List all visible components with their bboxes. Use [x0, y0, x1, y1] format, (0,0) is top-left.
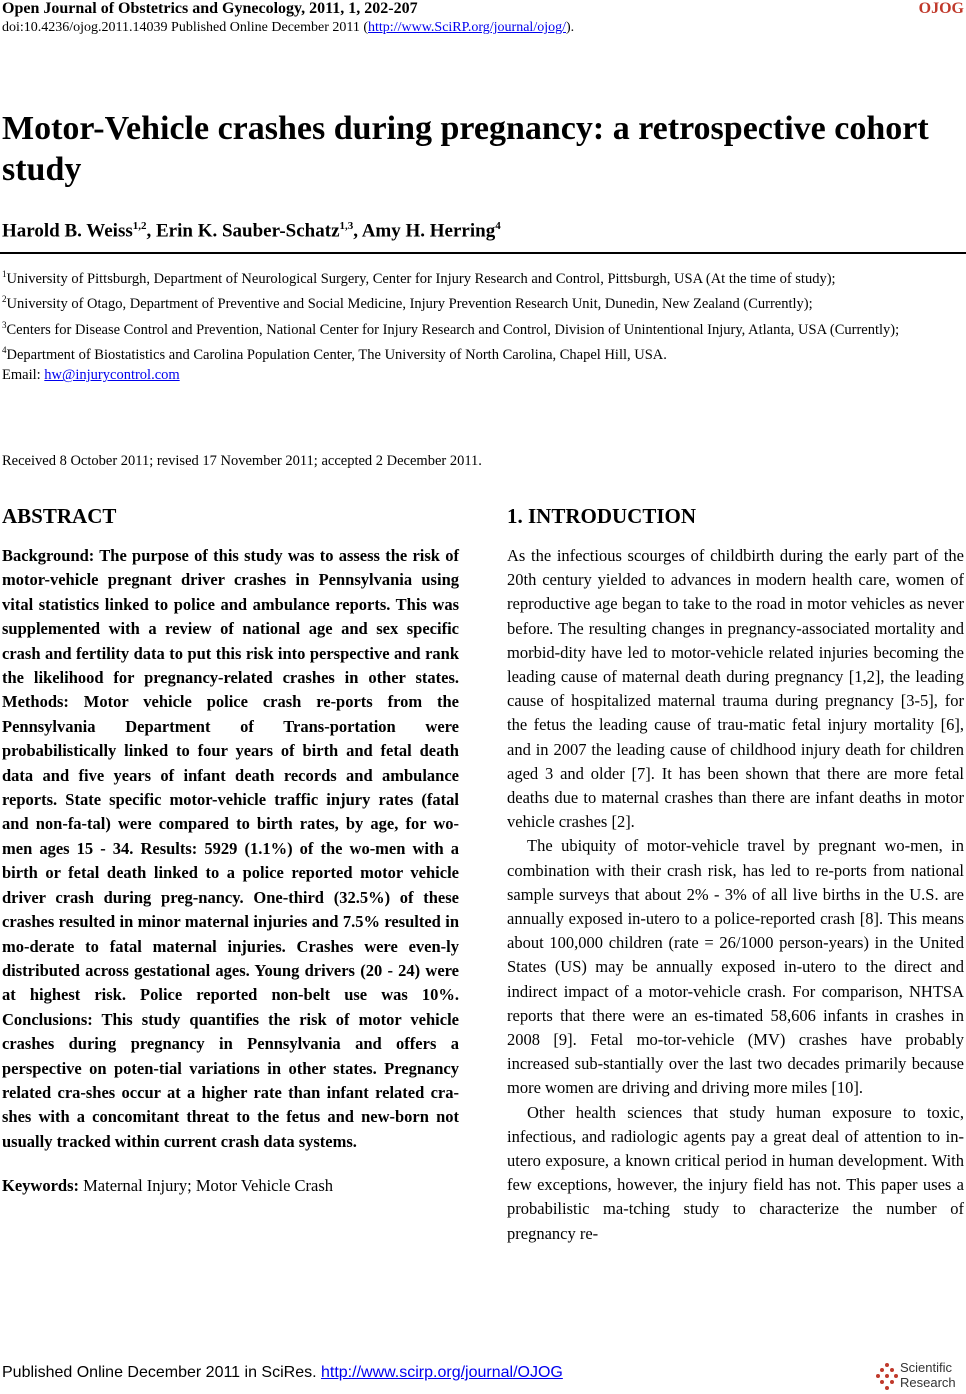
journal-link[interactable]: http://www.SciRP.org/journal/ojog/	[368, 20, 566, 35]
paper-title: Motor-Vehicle crashes during pregnancy: a retrospective cohort study	[2, 110, 929, 188]
affil-text: Centers for Disease Control and Prevention, National Center for Injury Research and Control, Division of Unintentional Injury, Atlanta, USA (Currently);	[6, 321, 900, 338]
email-link[interactable]: hw@injurycontrol.com	[44, 367, 180, 384]
author-separator: ,	[353, 220, 362, 242]
affil-sup: 4	[2, 344, 7, 355]
doi-line	[2, 20, 574, 36]
email-label: Email:	[2, 367, 45, 384]
footer-link[interactable]: http://www.scirp.org/journal/OJOG	[320, 1364, 563, 1381]
author-list	[2, 220, 501, 242]
author-name: Amy H. Herring	[361, 220, 496, 242]
logo-dots-icon	[876, 1362, 898, 1392]
publisher-logo	[876, 1360, 962, 1394]
affil-sup: 1	[2, 269, 7, 279]
author-separator: ,	[146, 220, 156, 242]
affil-text: University of Pittsburgh, Department of Neurological Surgery, Center for Injury Research and Control, Pittsburgh, USA (At the time of study);	[6, 270, 836, 287]
affil-text: University of Otago, Department of Preventive and Social Medicine, Injury Prevention Research Unit, Dunedin, New Zealand (Currently);	[6, 296, 813, 313]
author-affil-sup: 1,2	[132, 220, 147, 232]
abstract-text: Background: The purpose of this study was to assess the risk of motor-vehicle pregnant driver crashes in Pennsylvania using vital statistics linked to police and ambulance reports. This was supplemented with a review of national age and sex specific crash and fertility data to put this risk into perspective and rank the likelihood for pregnancy-related crashes in other states. Methods: Motor vehicle police crash re-ports from the Pennsylvania Department of Trans-portation were probabilistically linked to four years of birth and fetal death data and five years of infant death records and ambulance reports. State specific motor-vehicle traffic injury rates (fatal and non-fa-tal) were compared to birth rates, by age, for wo-men ages 15 - 34. Results: 5929 (1.1%) of the wo-men with a birth or fetal death linked to a police reported motor vehicle driver crash during preg-nancy. One-third (32.5%) of these crashes resulted in minor maternal injuries and 7.5% resulted in mo-derate to fatal maternal injuries. Crashes were even-ly distributed across gestational ages. Young drivers (20 - 24) were at highest risk. Police reported non-belt use was 10%. Conclusions: This study quantifies the risk of motor vehicle crashes during pregnancy in Pennsylvania and offers a perspective on poten-tial variations in other states. Pregnancy related cra-shes occur at a higher rate than infant related cra-shes with a concomitant threat to the fetus and new-born not usually tracked within current crash data systems.	[2, 546, 459, 1151]
affil-sup: 2	[2, 294, 7, 305]
affiliations	[2, 264, 964, 386]
intro-paragraph: The ubiquity of motor-vehicle travel by pregnant wo-men, in combination with their crash risk, has led to re-ports from national sample surveys that about 2% - 3% of all live births in the U.S. are annually exposed in-utero to a police-reported crash [8]. This means about 100,000 children (rate = 26/1000 person-years) in the United States (US) may be annually exposed in-utero to the direct and indirect impact of a motor-vehicle crash. For comparison, NHTSA reports that there were an es-timated 58,606 infants in crashes in 2008 [9]. Fetal mo-tor-vehicle (MV) crashes have probably increased sub-stantially over the last two decades primarily because more women are driving and driving more miles [10].	[507, 836, 964, 1098]
doi-suffix: ).	[566, 20, 575, 35]
keywords	[2, 1176, 459, 1196]
received-dates: Received 8 October 2011; revised 17 November 2011; accepted 2 December 2011.	[2, 453, 482, 469]
right-column	[507, 502, 964, 1246]
author-name: Harold B. Weiss	[2, 220, 133, 242]
intro-paragraph: Other health sciences that study human exposure to toxic, infectious, and radiologic agents pay a great deal of attention to in-utero exposure, a known critical period in human development. With few exceptions, however, the injury field has not. This paper uses a probabilistic ma-tching study to characterize the number of pregnancy re-	[507, 1102, 964, 1243]
doi-prefix: doi:10.4236/ojog.2011.14039 Published Online December 2011 (	[2, 20, 369, 35]
author-name: Erin K. Sauber-Schatz	[156, 220, 340, 242]
affiliation	[2, 264, 964, 289]
journal-abbrev: OJOG	[918, 0, 964, 17]
keywords-label: Keywords:	[2, 1176, 79, 1196]
journal-header: Open Journal of Obstetrics and Gynecology, 2011, 1, 202-207	[2, 0, 418, 17]
introduction-heading: 1. INTRODUCTION	[507, 504, 697, 528]
left-column	[2, 502, 459, 1196]
title-divider	[0, 252, 966, 254]
affiliation	[2, 289, 964, 314]
affiliation	[2, 340, 964, 365]
affiliation	[2, 315, 964, 340]
email-line	[2, 365, 964, 386]
abstract-heading: ABSTRACT	[2, 504, 117, 528]
affil-sup: 3	[2, 319, 7, 330]
logo-text	[900, 1360, 956, 1390]
logo-line2: Research	[900, 1375, 956, 1390]
intro-paragraph: As the infectious scourges of childbirth during the early part of the 20th century yielded to advances in modern health care, women of reproductive age began to take to the road in motor vehicles as never before. The resulting changes in pregnancy-associated mortality and morbid-dity have led to motor-vehicle related injuries becoming the leading cause of maternal death during pregnancy [1,2], the leading cause of hospitalized maternal trauma during pregnancy [3-5], for the fetus the leading cause of trau-matic fetal injury mortality [6], and in 2007 the leading cause of childhood injury death for children aged 3 and older [7]. It has been shown that there are more fetal deaths due to maternal crashes than there are infant deaths in motor vehicle crashes [2].	[507, 546, 964, 832]
affil-text: Department of Biostatistics and Carolina Population Center, The University of North Carolina, Chapel Hill, USA.	[6, 346, 667, 363]
page-footer	[2, 1364, 563, 1382]
keywords-text: Maternal Injury; Motor Vehicle Crash	[79, 1176, 334, 1196]
footer-text: Published Online December 2011 in SciRes.	[2, 1364, 321, 1381]
author-affil-sup: 1,3	[339, 220, 354, 232]
logo-line1: Scientific	[900, 1360, 953, 1375]
author-affil-sup: 4	[495, 220, 501, 232]
